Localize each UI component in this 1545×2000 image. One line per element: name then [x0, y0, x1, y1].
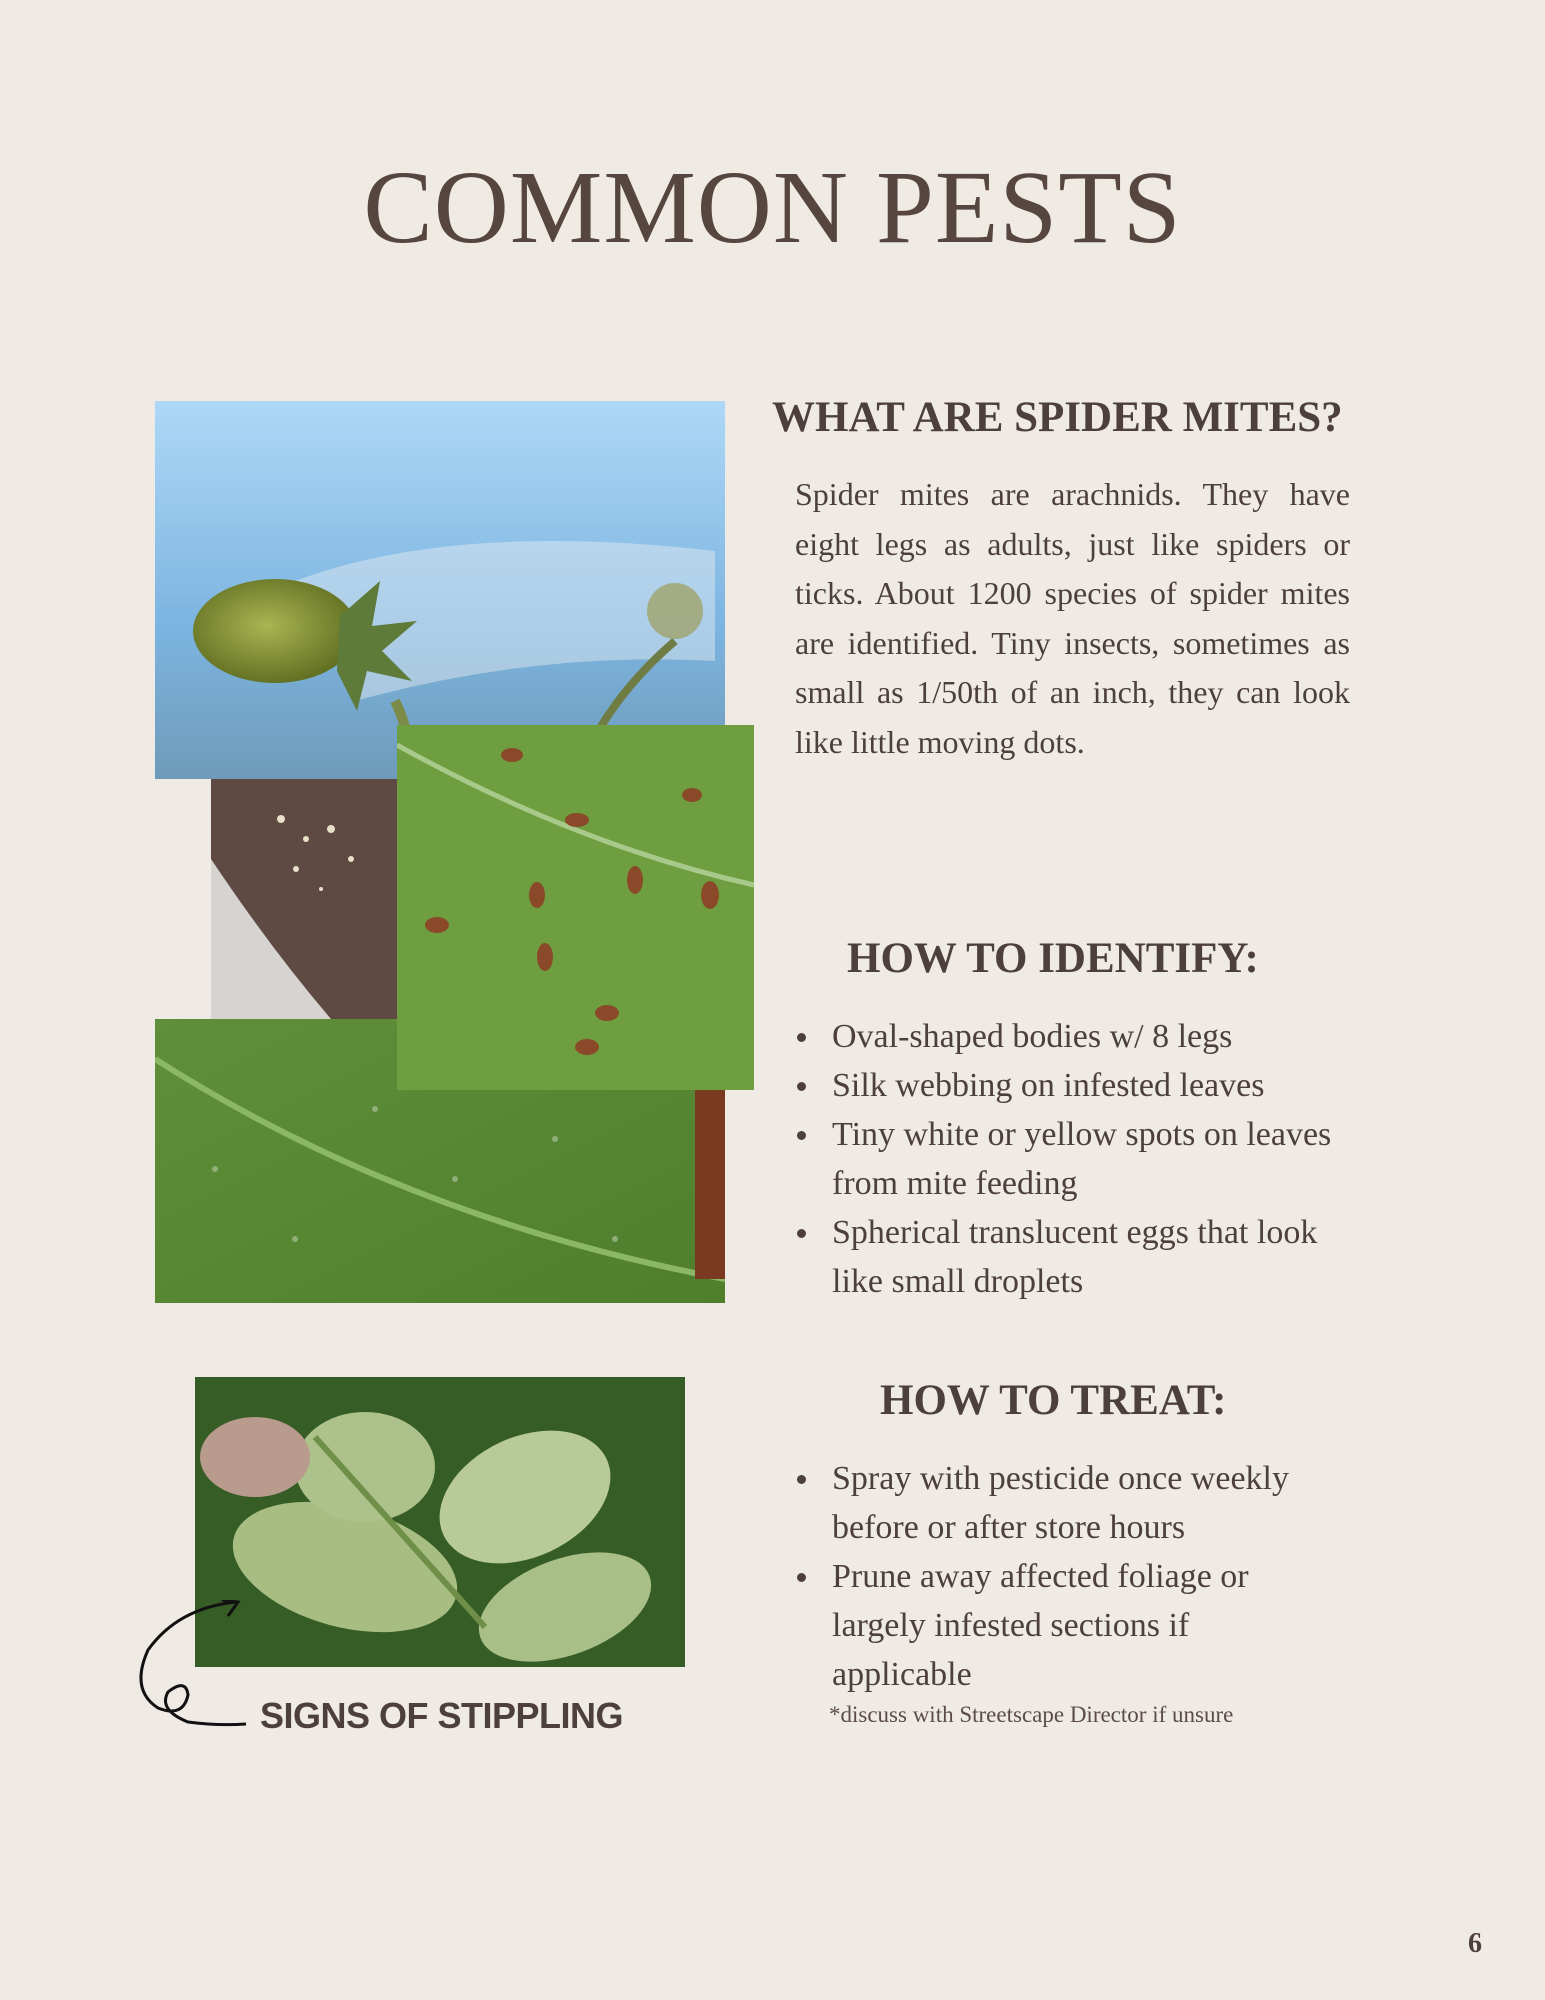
what-heading: WHAT ARE SPIDER MITES?	[772, 394, 1343, 441]
curly-arrow-icon	[128, 1600, 258, 1730]
what-body: Spider mites are arachnids. They have eight legs as adults, just like spiders or ticks. About 1200 species of spider mites are identified. Tiny insects, sometimes as small as 1/50th of an inch, they can look like little moving dots.	[795, 476, 1350, 760]
list-item: Spherical translucent eggs that look like small droplets	[795, 1208, 1335, 1306]
treat-heading: HOW TO TREAT:	[880, 1377, 1227, 1424]
identify-heading: HOW TO IDENTIFY:	[847, 935, 1259, 982]
list-item: Oval-shaped bodies w/ 8 legs	[795, 1012, 1335, 1061]
page-title: COMMON PESTS	[363, 150, 1182, 265]
list-item: Prune away affected foliage or largely infested sections if applicable	[795, 1552, 1335, 1699]
treat-list	[795, 1454, 1335, 1699]
list-item: Tiny white or yellow spots on leaves from mite feeding	[795, 1110, 1335, 1208]
list-item: Spray with pesticide once weekly before or after store hours	[795, 1454, 1335, 1552]
photo-strawberry-webbing	[155, 401, 725, 779]
photo-stippling-leaves	[195, 1377, 685, 1667]
photo-caption: SIGNS OF STIPPLING	[260, 1695, 624, 1736]
identify-list	[795, 1012, 1335, 1306]
treat-note: *discuss with Streetscape Director if unsure	[829, 1702, 1234, 1727]
list-item: Silk webbing on infested leaves	[795, 1061, 1335, 1110]
page-number: 6	[1468, 1928, 1482, 1959]
photo-spider-mites	[397, 725, 754, 1090]
photo-brown-leaf	[211, 779, 401, 1019]
